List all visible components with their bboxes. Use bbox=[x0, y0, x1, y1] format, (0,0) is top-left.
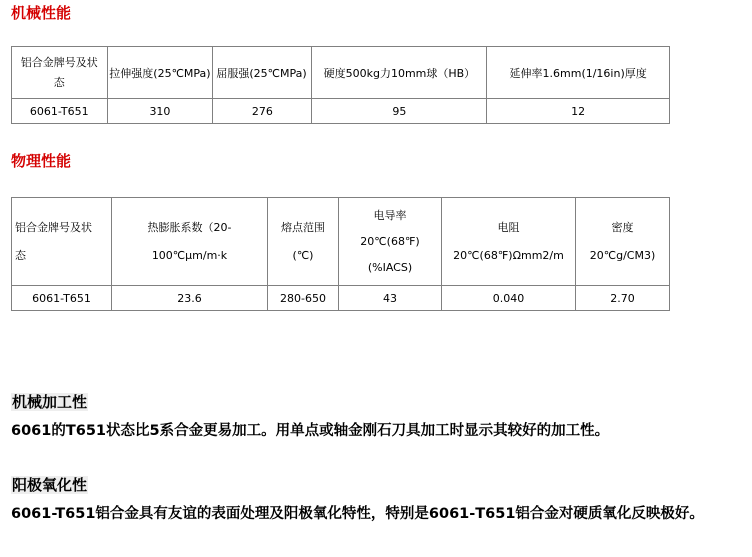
machinability-text: 6061的T651状态比5系合金更易加工。用单点或轴金刚石刀具加工时显示其较好的加工性。 bbox=[11, 423, 610, 439]
physical-cell-resistance: 0.040 bbox=[442, 286, 576, 311]
physical-header-melting: 熔点范围 (℃) bbox=[268, 198, 339, 286]
physical-header-row bbox=[12, 198, 670, 286]
physical-section-title: 物理性能 bbox=[11, 152, 72, 170]
physical-header-conductivity: 电导率 20℃(68℉) (%IACS) bbox=[339, 198, 442, 286]
mechanical-header-row bbox=[12, 47, 670, 99]
anodizing-heading: 阳极氧化性 bbox=[12, 476, 88, 494]
anodizing-text: 6061-T651铝合金具有友谊的表面处理及阳极氧化特性，特别是6061-T651铝合金对硬质氧化反映极好。 bbox=[11, 506, 704, 522]
physical-data-row bbox=[12, 286, 670, 311]
physical-cell-conductivity: 43 bbox=[339, 286, 442, 311]
mechanical-cell-elongation: 12 bbox=[487, 99, 670, 124]
mechanical-header-yield: 屈服强(25℃MPa) bbox=[213, 47, 312, 99]
mechanical-cell-yield: 276 bbox=[213, 99, 312, 124]
physical-header-alloy: 铝合金牌号及状 态 bbox=[12, 198, 112, 286]
physical-header-density: 密度 20℃g/CM3) bbox=[576, 198, 670, 286]
mechanical-header-alloy: 铝合金牌号及状态 bbox=[12, 47, 108, 99]
physical-cell-alloy: 6061-T651 bbox=[12, 286, 112, 311]
physical-header-resistance: 电阻 20℃(68℉)Ωmm2/m bbox=[442, 198, 576, 286]
physical-cell-melting: 280-650 bbox=[268, 286, 339, 311]
mechanical-table bbox=[11, 46, 670, 124]
mechanical-cell-tensile: 310 bbox=[107, 99, 213, 124]
physical-cell-expansion: 23.6 bbox=[112, 286, 268, 311]
mechanical-cell-hardness: 95 bbox=[312, 99, 487, 124]
physical-cell-density: 2.70 bbox=[576, 286, 670, 311]
machinability-heading: 机械加工性 bbox=[12, 393, 88, 411]
physical-table bbox=[11, 197, 670, 311]
mechanical-cell-alloy: 6061-T651 bbox=[12, 99, 108, 124]
mechanical-header-hardness: 硬度500kg力10mm球（HB） bbox=[312, 47, 487, 99]
mechanical-header-tensile: 拉伸强度(25℃MPa) bbox=[107, 47, 213, 99]
mechanical-data-row bbox=[12, 99, 670, 124]
mechanical-header-elongation: 延伸率1.6mm(1/16in)厚度 bbox=[487, 47, 670, 99]
mechanical-section-title: 机械性能 bbox=[11, 4, 72, 22]
physical-header-expansion: 热膨胀系数（20- 100℃μm/m·k bbox=[112, 198, 268, 286]
